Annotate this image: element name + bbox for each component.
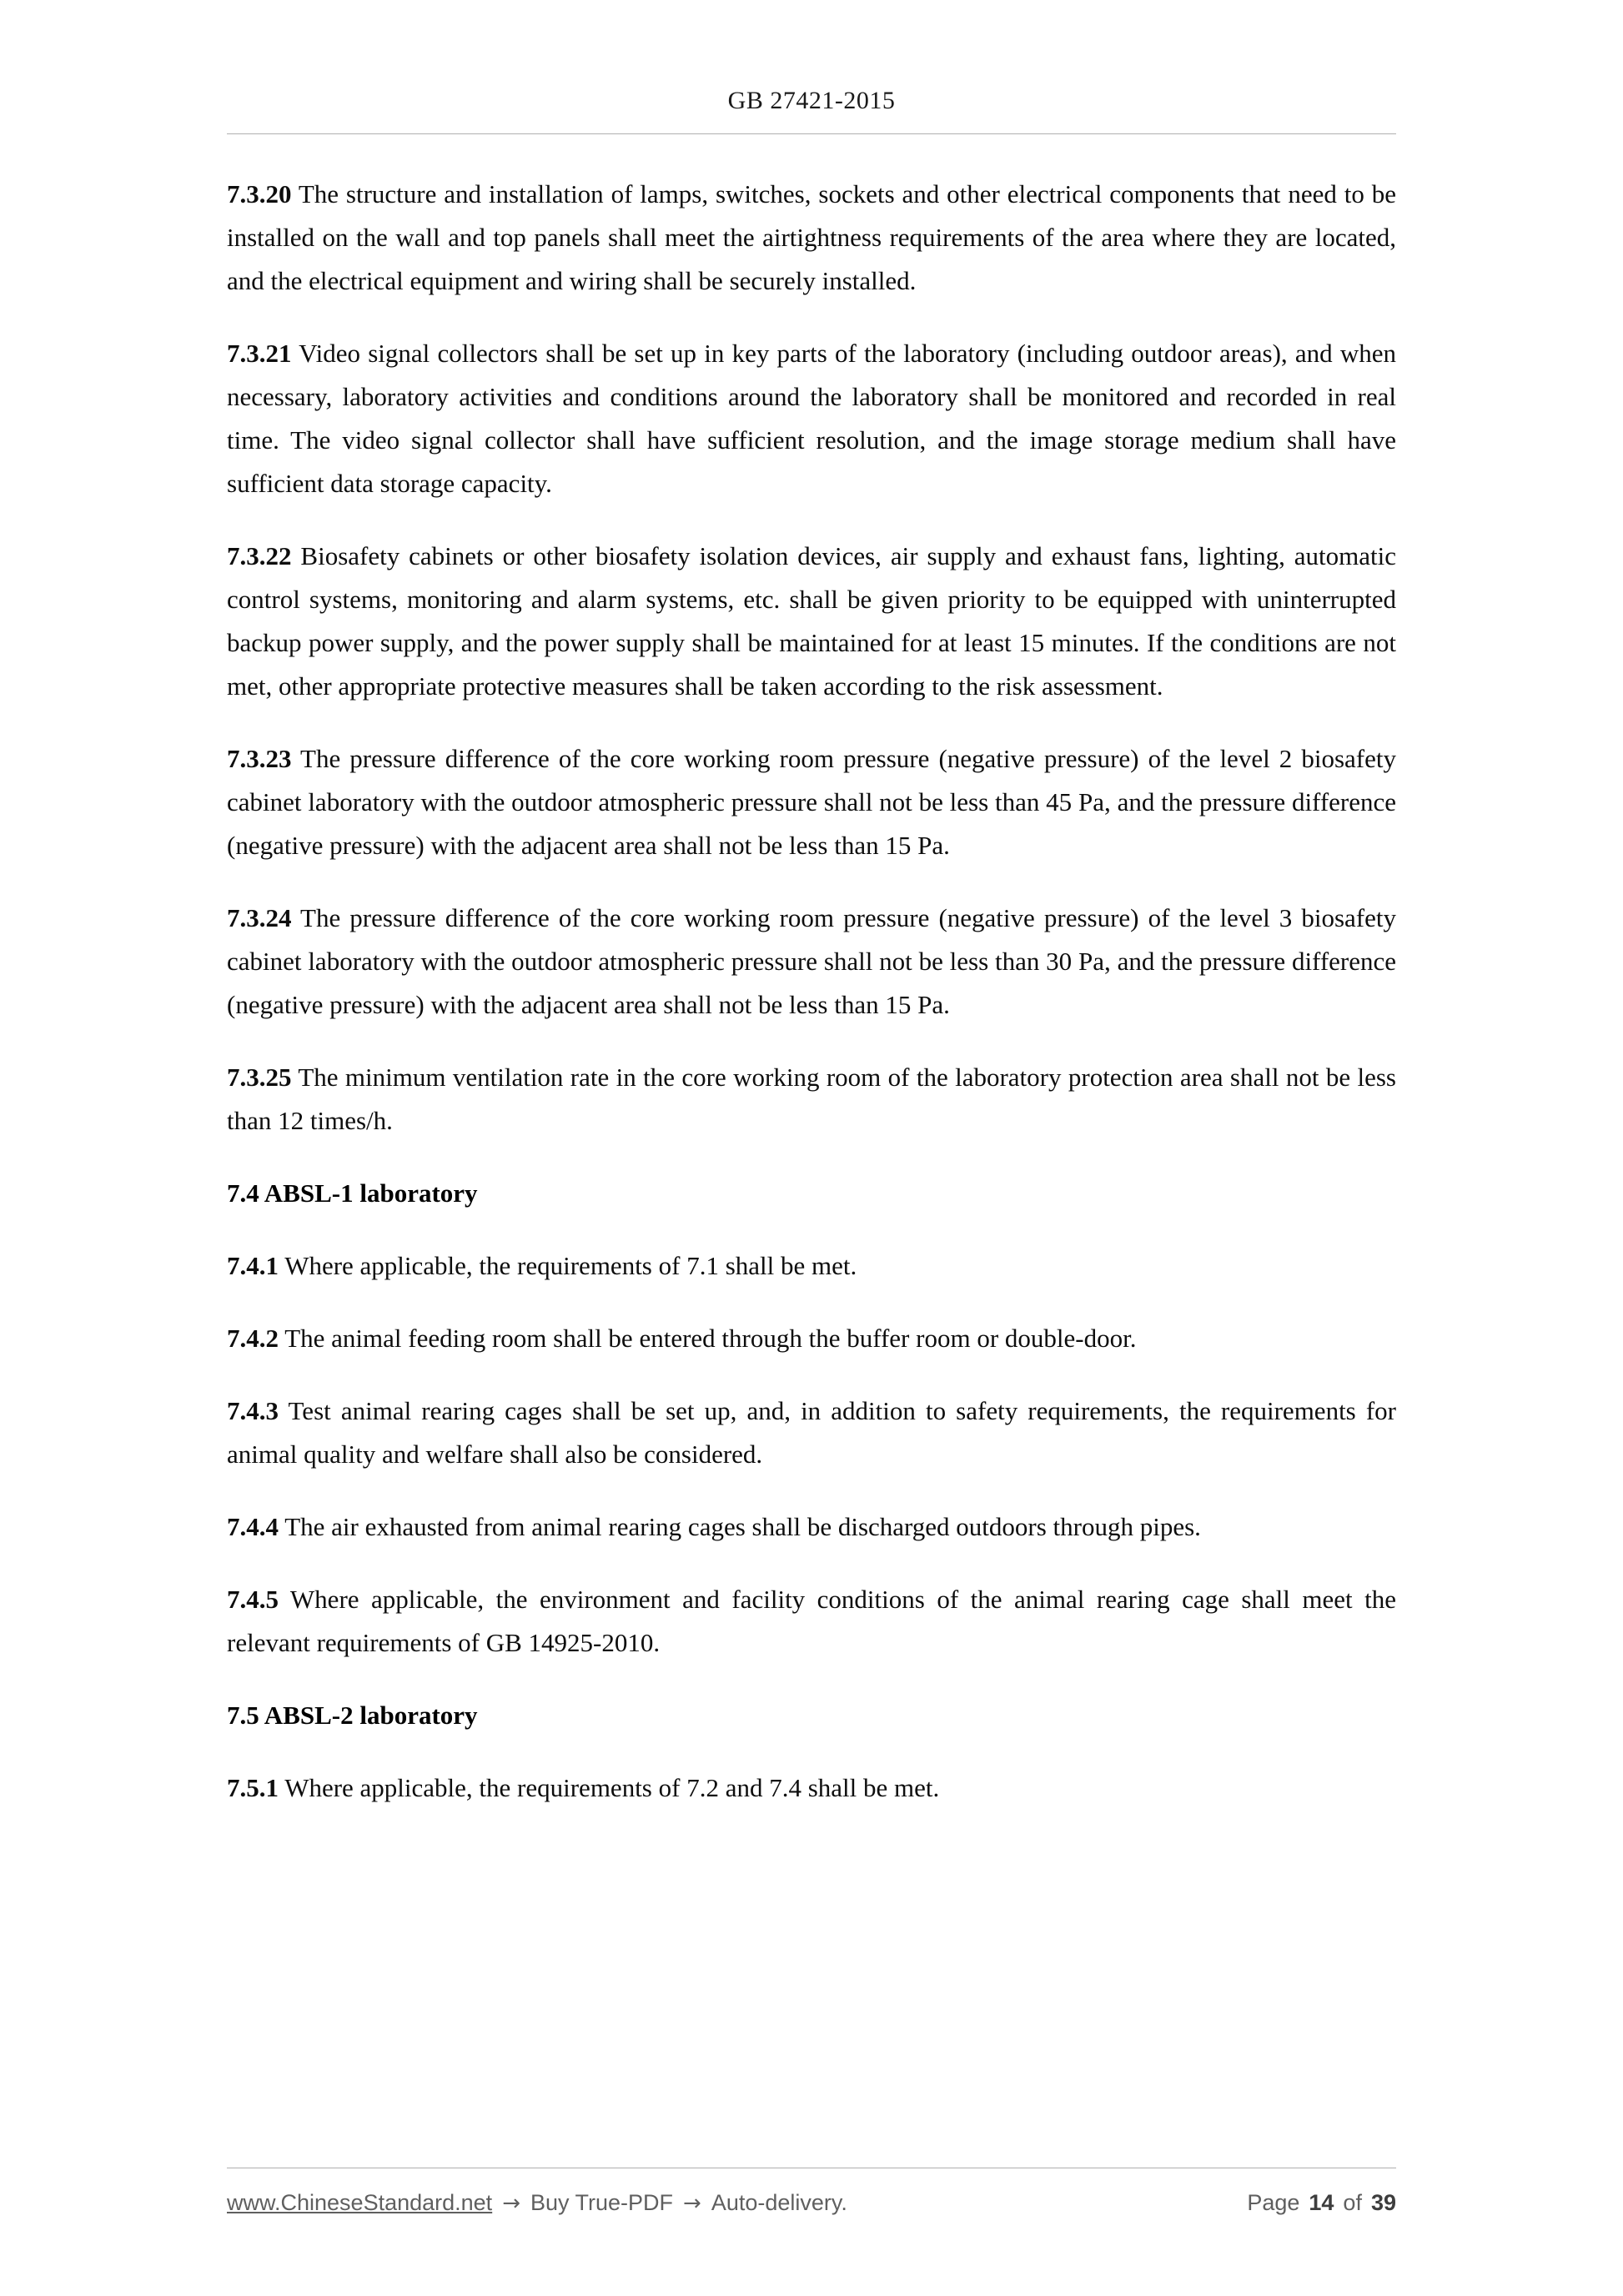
- clause-number: 7.4.2: [227, 1324, 279, 1353]
- clause-number: 7.3.24: [227, 903, 292, 932]
- clause-paragraph: [227, 1389, 1396, 1476]
- arrow-right-icon: →: [683, 2191, 701, 2216]
- auto-delivery-label: Auto-delivery.: [711, 2190, 847, 2215]
- section-heading-7-4: 7.4 ABSL-1 laboratory: [227, 1178, 478, 1208]
- clause-paragraph: [227, 332, 1396, 505]
- clause-text: The animal feeding room shall be entered through the buffer room or double-door.: [279, 1324, 1137, 1353]
- clause-text: Biosafety cabinets or other biosafety isolation devices, air supply and exhaust fans, lighting, automatic control systems, monitoring and alarm systems, etc. shall be given priority to be equipped with uninterrupted backup power supply, and the power supply shall be maintained for at least 15 minutes. If the conditions are not met, other appropriate protective measures shall be taken according to the risk assessment.: [227, 541, 1396, 701]
- clause-number: 7.4.5: [227, 1585, 279, 1614]
- clause-number: 7.5.1: [227, 1773, 279, 1802]
- clause-paragraph: [227, 173, 1396, 303]
- clause-text: Where applicable, the requirements of 7.1 shall be met.: [279, 1251, 857, 1280]
- clause-paragraph: [227, 1578, 1396, 1665]
- clause-text: The structure and installation of lamps, switches, sockets and other electrical components that need to be installed on the wall and top panels shall meet the airtightness requirements of the area where they are located, and the electrical equipment and wiring shall be securely installed.: [227, 179, 1396, 295]
- clause-text: The pressure difference of the core working room pressure (negative pressure) of the level 2 biosafety cabinet laboratory with the outdoor atmospheric pressure shall not be less than 45 Pa, and the pressure difference (negative pressure) with the adjacent area shall not be less than 15 Pa.: [227, 744, 1396, 860]
- clause-paragraph: [227, 1317, 1396, 1360]
- clause-text: Where applicable, the requirements of 7.2 and 7.4 shall be met.: [279, 1773, 940, 1802]
- footer-row: [227, 2190, 1396, 2216]
- clause-number: 7.4.1: [227, 1251, 279, 1280]
- clause-number: 7.3.20: [227, 179, 292, 208]
- clause-number: 7.3.23: [227, 744, 292, 773]
- clause-text: The minimum ventilation rate in the core working room of the laboratory protection area shall not be less than 12 times/h.: [227, 1063, 1396, 1135]
- clause-text: The air exhausted from animal rearing cages shall be discharged outdoors through pipes.: [279, 1512, 1201, 1541]
- clause-text: Test animal rearing cages shall be set up, and, in addition to safety requirements, the requirements for animal quality and welfare shall also be considered.: [227, 1396, 1396, 1469]
- clause-text: Where applicable, the environment and facility conditions of the animal rearing cage shall meet the relevant requirements of GB 14925-2010.: [227, 1585, 1396, 1657]
- clause-number: 7.4.3: [227, 1396, 279, 1425]
- clause-paragraph: [227, 1056, 1396, 1143]
- document-content: [227, 134, 1396, 1810]
- footer-left-group: [227, 2190, 847, 2216]
- buy-true-pdf-label[interactable]: Buy True-PDF: [530, 2190, 674, 2215]
- clause-paragraph: [227, 1505, 1396, 1549]
- clause-number: 7.4.4: [227, 1512, 279, 1541]
- clause-number: 7.3.22: [227, 541, 292, 570]
- clause-text: Video signal collectors shall be set up in key parts of the laboratory (including outdoor areas), and when necessary, laboratory activities and conditions around the laboratory shall be monitored and recorded in real time. The video signal collector shall have sufficient resolution, and the image storage medium shall have sufficient data storage capacity.: [227, 339, 1396, 498]
- page-total: 39: [1370, 2190, 1396, 2215]
- clause-paragraph: [227, 1244, 1396, 1288]
- page-header: [0, 0, 1623, 115]
- section-heading-7-5: 7.5 ABSL-2 laboratory: [227, 1701, 478, 1730]
- clause-paragraph: [227, 897, 1396, 1027]
- arrow-right-icon: →: [502, 2191, 520, 2216]
- clause-paragraph: [227, 1766, 1396, 1810]
- page-label: Page: [1247, 2190, 1300, 2215]
- clause-paragraph: [227, 737, 1396, 867]
- page-footer: [227, 2168, 1396, 2216]
- of-label: of: [1343, 2190, 1362, 2215]
- page-indicator: [1247, 2190, 1396, 2216]
- clause-paragraph: [227, 535, 1396, 708]
- website-link[interactable]: www.ChineseStandard.net: [227, 2190, 493, 2215]
- clause-text: The pressure difference of the core working room pressure (negative pressure) of the level 3 biosafety cabinet laboratory with the outdoor atmospheric pressure shall not be less than 30 Pa, and the pressure difference (negative pressure) with the adjacent area shall not be less than 15 Pa.: [227, 903, 1396, 1019]
- standard-code: GB 27421-2015: [727, 87, 896, 114]
- clause-number: 7.3.25: [227, 1063, 292, 1092]
- clause-number: 7.3.21: [227, 339, 292, 368]
- page-number: 14: [1309, 2190, 1334, 2215]
